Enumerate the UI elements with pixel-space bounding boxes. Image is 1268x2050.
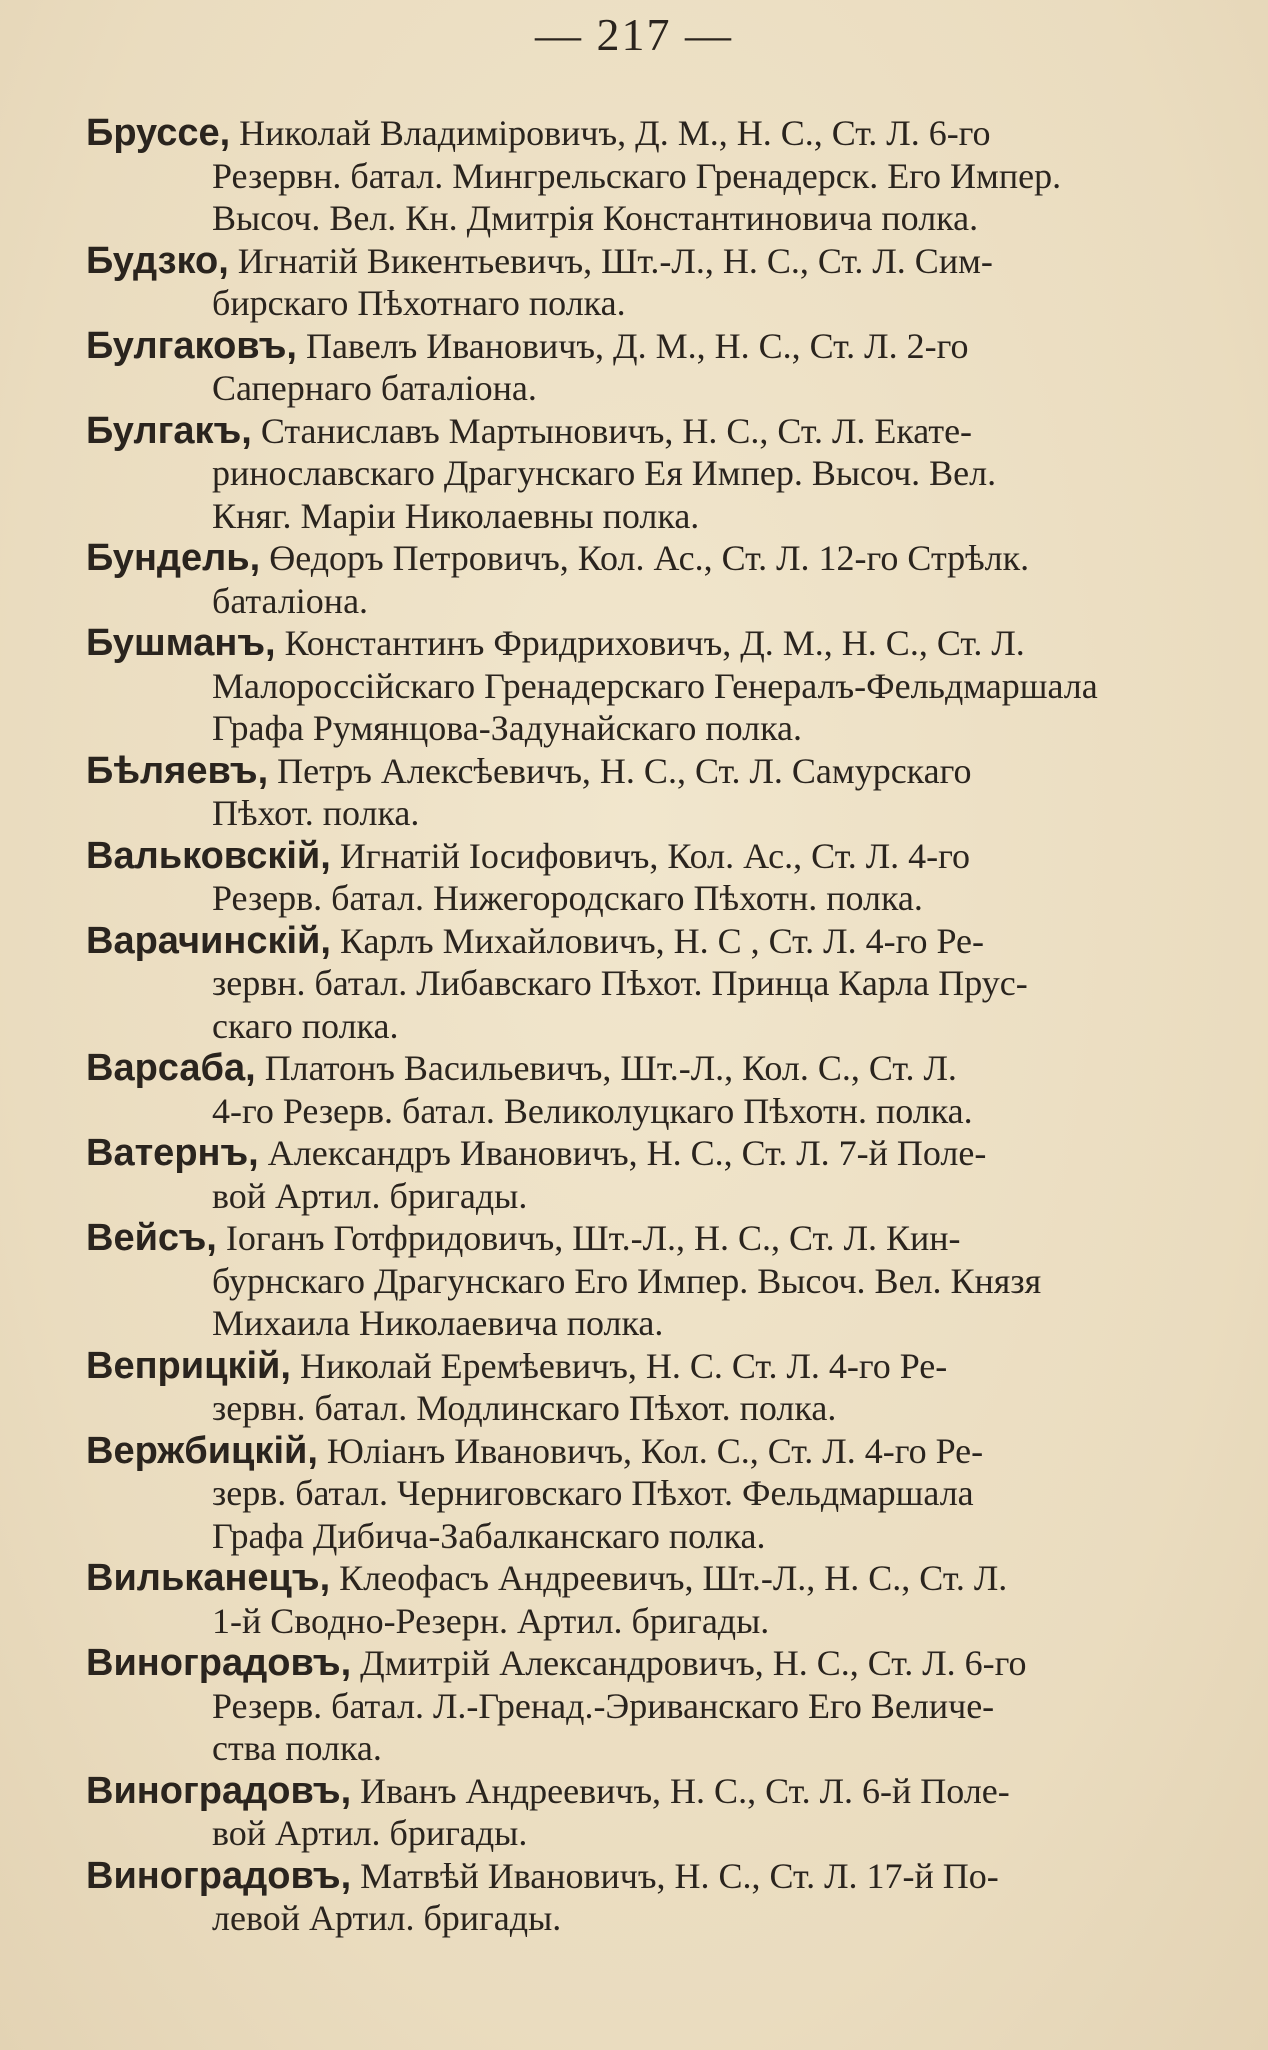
entry-first-line xyxy=(86,1855,1182,1898)
entry-surname: Виноградовъ, xyxy=(86,1642,352,1684)
entry-continuation-line: скаго полка. xyxy=(212,1005,399,1046)
entry-continuation-line: Михаила Николаевича полка. xyxy=(212,1303,664,1343)
entry-first-line xyxy=(86,1345,1182,1388)
entry-continuation-line: баталіона. xyxy=(212,580,369,621)
entry-surname: Варсаба, xyxy=(86,1047,256,1089)
entry-surname: Вальковскій, xyxy=(86,834,331,877)
entry-surname: Бушманъ, xyxy=(86,622,276,664)
entry-first-line xyxy=(86,1217,1182,1260)
entry-surname: Веприцкій, xyxy=(86,1344,291,1387)
entry-text: Николай Владиміровичъ, Д. М., Н. С., Ст. Л. 6-го xyxy=(230,113,991,153)
entry-continuation-line: Графа Румянцова-Задунайскаго полка. xyxy=(212,708,803,748)
entry-text: Игнатій Викентьевичъ, Шт.-Л., Н. С., Ст. Л. Сим- xyxy=(228,240,993,281)
entry-continuation-line: левой Артил. бригады. xyxy=(212,1898,562,1938)
entry-surname: Бундель, xyxy=(86,537,261,579)
entry-text: Іоганъ Готфридовичъ, Шт.-Л., Н. С., Ст. Л. Кин- xyxy=(216,1218,961,1258)
entry-continuation-line: бурнскаго Драгунскаго Его Импер. Высоч. Вел. Князя xyxy=(212,1260,1042,1301)
entry-first-line xyxy=(86,920,1182,963)
entry-continuation-line: зервн. батал. Модлинскаго Пѣхот. полка. xyxy=(212,1388,837,1428)
entry-continuation-line: Резерв. батал. Нижегородскаго Пѣхотн. полка. xyxy=(212,878,923,918)
entry-first-line xyxy=(86,1557,1182,1600)
entry-continuation-line: Высоч. Вел. Кн. Дмитрія Константиновича полка. xyxy=(212,198,979,238)
directory-entry xyxy=(86,835,1182,920)
entry-surname: Бѣляевъ, xyxy=(86,749,269,792)
entry-first-line xyxy=(86,622,1182,665)
entry-continuation-line: бирскаго Пѣхотнаго полка. xyxy=(212,283,626,323)
directory-entry xyxy=(86,1642,1182,1770)
entry-surname: Булгаковъ, xyxy=(86,324,297,367)
entry-continuation-line: 4-го Резерв. батал. Великолуцкаго Пѣхотн. полка. xyxy=(212,1090,973,1131)
entry-surname: Будзко, xyxy=(86,239,229,282)
entry-text: Станиславъ Мартыновичъ, Н. С., Ст. Л. Екате- xyxy=(251,410,973,451)
entry-first-line xyxy=(86,1430,1182,1473)
entry-continuation-line: зервн. батал. Либавскаго Пѣхот. Принца Карла Прус- xyxy=(212,963,1028,1003)
entry-text: Өедоръ Петровичъ, Кол. Ас., Ст. Л. 12-го Стрѣлк. xyxy=(260,538,1030,578)
entry-first-line xyxy=(86,835,1182,878)
directory-entry xyxy=(86,1557,1182,1642)
entry-continuation-line: Графа Дибича-Забалканскаго полка. xyxy=(212,1515,766,1556)
directory-entry xyxy=(86,920,1182,1048)
entry-first-line xyxy=(86,1047,1182,1090)
entry-text: Карлъ Михайловичъ, Н. С , Ст. Л. 4-го Ре- xyxy=(330,920,984,961)
directory-entry xyxy=(86,1047,1182,1132)
entry-continuation-line: вой Артил. бригады. xyxy=(212,1175,528,1216)
entry-first-line xyxy=(86,537,1182,580)
directory-entry xyxy=(86,240,1182,325)
entry-text: Иванъ Андреевичъ, Н. С., Ст. Л. 6-й Поле- xyxy=(351,1770,1010,1811)
directory-entry xyxy=(86,1770,1182,1855)
directory-entry xyxy=(86,112,1182,240)
entry-text: Юліанъ Ивановичъ, Кол. С., Ст. Л. 4-го Ре- xyxy=(317,1430,984,1471)
entry-first-line xyxy=(86,1770,1182,1813)
entry-text: Дмитрій Александровичъ, Н. С., Ст. Л. 6-го xyxy=(351,1643,1027,1683)
entry-continuation-line: Сапернаго баталіона. xyxy=(212,368,537,408)
entry-text: Платонъ Васильевичъ, Шт.-Л., Кол. С., Ст. Л. xyxy=(255,1048,957,1088)
entry-text: Константинъ Фридриховичъ, Д. М., Н. С., Ст. Л. xyxy=(275,623,1025,663)
entry-first-line xyxy=(86,112,1182,155)
entry-continuation-line: Малороссійскаго Гренадерскаго Генералъ-Фельдмаршала xyxy=(212,665,1098,706)
entry-list xyxy=(86,112,1182,1940)
directory-entry xyxy=(86,750,1182,835)
entry-first-line xyxy=(86,240,1182,283)
directory-entry xyxy=(86,1345,1182,1430)
entry-surname: Ватернъ, xyxy=(86,1132,259,1174)
entry-first-line xyxy=(86,1642,1182,1685)
entry-continuation-line: Княг. Маріи Николаевны полка. xyxy=(212,495,700,536)
directory-entry xyxy=(86,1132,1182,1217)
entry-surname: Варачинскій, xyxy=(86,919,331,962)
entry-text: Николай Еремѣевичъ, Н. С. Ст. Л. 4-го Ре- xyxy=(290,1345,948,1386)
entry-continuation-line: Резерв. батал. Л.-Гренад.-Эриванскаго Его Величе- xyxy=(212,1685,995,1726)
entry-continuation-line: 1-й Сводно-Резерн. Артил. бригады. xyxy=(212,1600,770,1641)
entry-text: Павелъ Ивановичъ, Д. М., Н. С., Ст. Л. 2-го xyxy=(296,325,969,366)
entry-surname: Виноградовъ, xyxy=(86,1854,352,1897)
entry-surname: Вержбицкій, xyxy=(86,1429,318,1472)
entry-surname: Бруссе, xyxy=(86,112,231,154)
page-number: — 217 — xyxy=(535,9,733,60)
directory-entry xyxy=(86,325,1182,410)
entry-text: Клеофасъ Андреевичъ, Шт.-Л., Н. С., Ст. Л. xyxy=(330,1558,1008,1598)
entry-surname: Вейсъ, xyxy=(86,1217,217,1259)
entry-surname: Виноградовъ, xyxy=(86,1769,352,1812)
entry-first-line xyxy=(86,325,1182,368)
entry-continuation-line: Резервн. батал. Мингрельскаго Гренадерск. Его Импер. xyxy=(212,155,1062,196)
directory-entry xyxy=(86,1430,1182,1558)
entry-first-line xyxy=(86,750,1182,793)
directory-entry xyxy=(86,410,1182,538)
directory-entry xyxy=(86,1217,1182,1345)
entry-first-line xyxy=(86,1132,1182,1175)
directory-entry xyxy=(86,1855,1182,1940)
entry-surname: Булгакъ, xyxy=(86,409,252,452)
entry-continuation-line: Пѣхот. полка. xyxy=(212,793,420,833)
entry-text: Игнатій Іосифовичъ, Кол. Ас., Ст. Л. 4-го xyxy=(330,835,970,876)
directory-entry xyxy=(86,537,1182,622)
entry-continuation-line: зерв. батал. Черниговскаго Пѣхот. Фельдмаршала xyxy=(212,1473,974,1513)
entry-continuation-line: ринославскаго Драгунскаго Ея Импер. Высоч. Вел. xyxy=(212,453,997,493)
entry-text: Александръ Ивановичъ, Н. С., Ст. Л. 7-й Поле- xyxy=(258,1133,987,1173)
entry-text: Петръ Алексѣевичъ, Н. С., Ст. Л. Самурскаго xyxy=(268,750,972,791)
entry-text: Матвѣй Ивановичъ, Н. С., Ст. Л. 17-й По- xyxy=(351,1855,999,1896)
entry-surname: Вильканецъ, xyxy=(86,1557,331,1599)
entry-first-line xyxy=(86,410,1182,453)
directory-entry xyxy=(86,622,1182,750)
entry-continuation-line: ства полка. xyxy=(212,1728,382,1768)
entry-continuation-line: вой Артил. бригады. xyxy=(212,1813,528,1853)
